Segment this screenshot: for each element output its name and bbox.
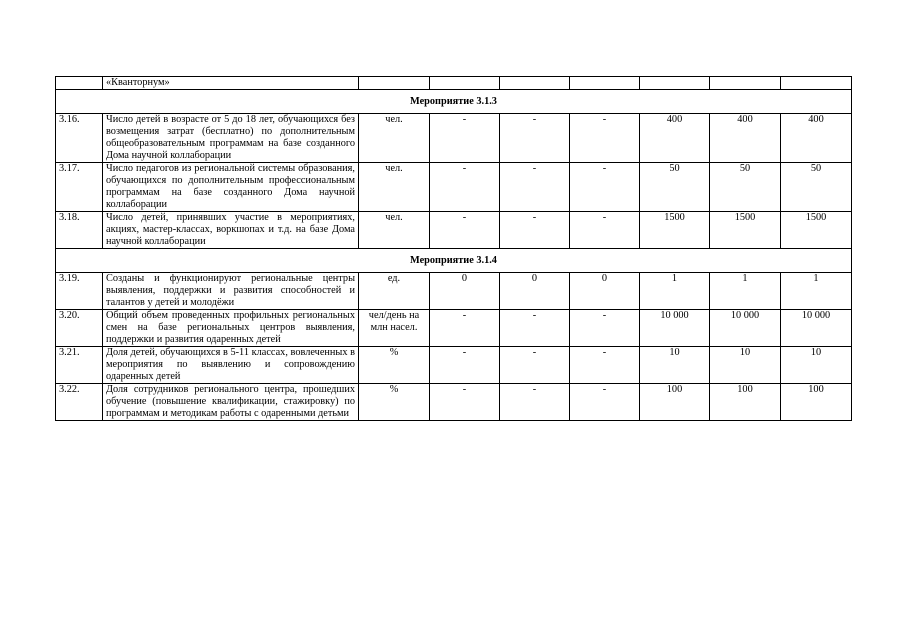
cell-num: 3.22. — [56, 384, 103, 421]
cell-name: Доля детей, обучающихся в 5-11 классах, вовлеченных в мероприятия по выявлению и сопровождению одаренных детей — [103, 347, 359, 384]
cell-value: - — [500, 114, 570, 163]
cell-unit: чел. — [359, 114, 430, 163]
cell-value: 400 — [781, 114, 852, 163]
cell-num: 3.19. — [56, 273, 103, 310]
cell-value: - — [430, 212, 500, 249]
cell-value: - — [570, 114, 640, 163]
cell-num: 3.17. — [56, 163, 103, 212]
section-row — [56, 90, 852, 114]
cell-num: 3.16. — [56, 114, 103, 163]
cell-unit: чел/день на млн насел. — [359, 310, 430, 347]
cell-value: - — [570, 212, 640, 249]
cell-value: 1500 — [781, 212, 852, 249]
section-row — [56, 249, 852, 273]
cell-unit: ед. — [359, 273, 430, 310]
cell-value: 50 — [640, 163, 710, 212]
cell-num — [56, 77, 103, 90]
cell-name: Доля сотрудников регионального центра, прошедших обучение (повышение квалификации, стажировку) по программам и методикам работы с одаренными детьми — [103, 384, 359, 421]
cell-value: 0 — [570, 273, 640, 310]
table-row — [56, 77, 852, 90]
cell-value: - — [570, 163, 640, 212]
cell-value: - — [570, 384, 640, 421]
cell-value: - — [570, 310, 640, 347]
cell-value: 10 — [640, 347, 710, 384]
cell-num: 3.18. — [56, 212, 103, 249]
cell-value — [500, 77, 570, 90]
cell-value: 1 — [781, 273, 852, 310]
cell-value: - — [430, 163, 500, 212]
cell-unit: % — [359, 347, 430, 384]
table-body — [56, 77, 852, 421]
cell-unit: % — [359, 384, 430, 421]
cell-value: 10 000 — [710, 310, 781, 347]
table-row — [56, 212, 852, 249]
cell-value — [430, 77, 500, 90]
table-row — [56, 273, 852, 310]
cell-value — [781, 77, 852, 90]
cell-value: - — [500, 384, 570, 421]
cell-name: Число детей в возрасте от 5 до 18 лет, обучающихся без возмещения затрат (бесплатно) по дополнительным общеобразовательным программам на базе созданного Дома научной коллаборации — [103, 114, 359, 163]
cell-value: 400 — [710, 114, 781, 163]
cell-value: - — [500, 212, 570, 249]
cell-value: 0 — [500, 273, 570, 310]
cell-name: Число детей, принявших участие в мероприятиях, акциях, мастер-классах, воркшопах и т.д. на базе Дома научной коллаборации — [103, 212, 359, 249]
cell-value: 10 — [710, 347, 781, 384]
cell-name: Число педагогов из региональной системы образования, обучающихся по дополнительным профессиональным программам на базе созданного Дома научной коллаборации — [103, 163, 359, 212]
cell-unit: чел. — [359, 212, 430, 249]
cell-value — [570, 77, 640, 90]
cell-value: 10 — [781, 347, 852, 384]
cell-value: - — [500, 310, 570, 347]
cell-name: «Кванторнум» — [103, 77, 359, 90]
cell-name: Общий объем проведенных профильных региональных смен на базе региональных центров выявления, поддержки и развития одаренных детей — [103, 310, 359, 347]
cell-value: 100 — [710, 384, 781, 421]
cell-value — [640, 77, 710, 90]
cell-value: 50 — [781, 163, 852, 212]
cell-value — [710, 77, 781, 90]
table-row — [56, 310, 852, 347]
cell-num: 3.21. — [56, 347, 103, 384]
cell-value: - — [430, 384, 500, 421]
cell-name: Созданы и функционируют региональные центры выявления, поддержки и развития способностей и талантов у детей и молодёжи — [103, 273, 359, 310]
cell-value: 1500 — [640, 212, 710, 249]
cell-value: - — [570, 347, 640, 384]
cell-value: 1 — [640, 273, 710, 310]
cell-value: - — [500, 347, 570, 384]
cell-value: 100 — [640, 384, 710, 421]
cell-value: 10 000 — [781, 310, 852, 347]
cell-value: - — [430, 114, 500, 163]
table-row — [56, 163, 852, 212]
cell-value: 0 — [430, 273, 500, 310]
table-row — [56, 384, 852, 421]
section-title: Мероприятие 3.1.3 — [56, 90, 852, 114]
cell-value: 1 — [710, 273, 781, 310]
cell-value: - — [430, 310, 500, 347]
cell-value: 100 — [781, 384, 852, 421]
cell-num: 3.20. — [56, 310, 103, 347]
cell-unit — [359, 77, 430, 90]
cell-value: 1500 — [710, 212, 781, 249]
cell-value: 10 000 — [640, 310, 710, 347]
cell-value: - — [500, 163, 570, 212]
cell-value: 400 — [640, 114, 710, 163]
cell-value: - — [430, 347, 500, 384]
section-title: Мероприятие 3.1.4 — [56, 249, 852, 273]
indicators-table — [55, 76, 852, 421]
table-row — [56, 347, 852, 384]
table-row — [56, 114, 852, 163]
cell-value: 50 — [710, 163, 781, 212]
cell-unit: чел. — [359, 163, 430, 212]
